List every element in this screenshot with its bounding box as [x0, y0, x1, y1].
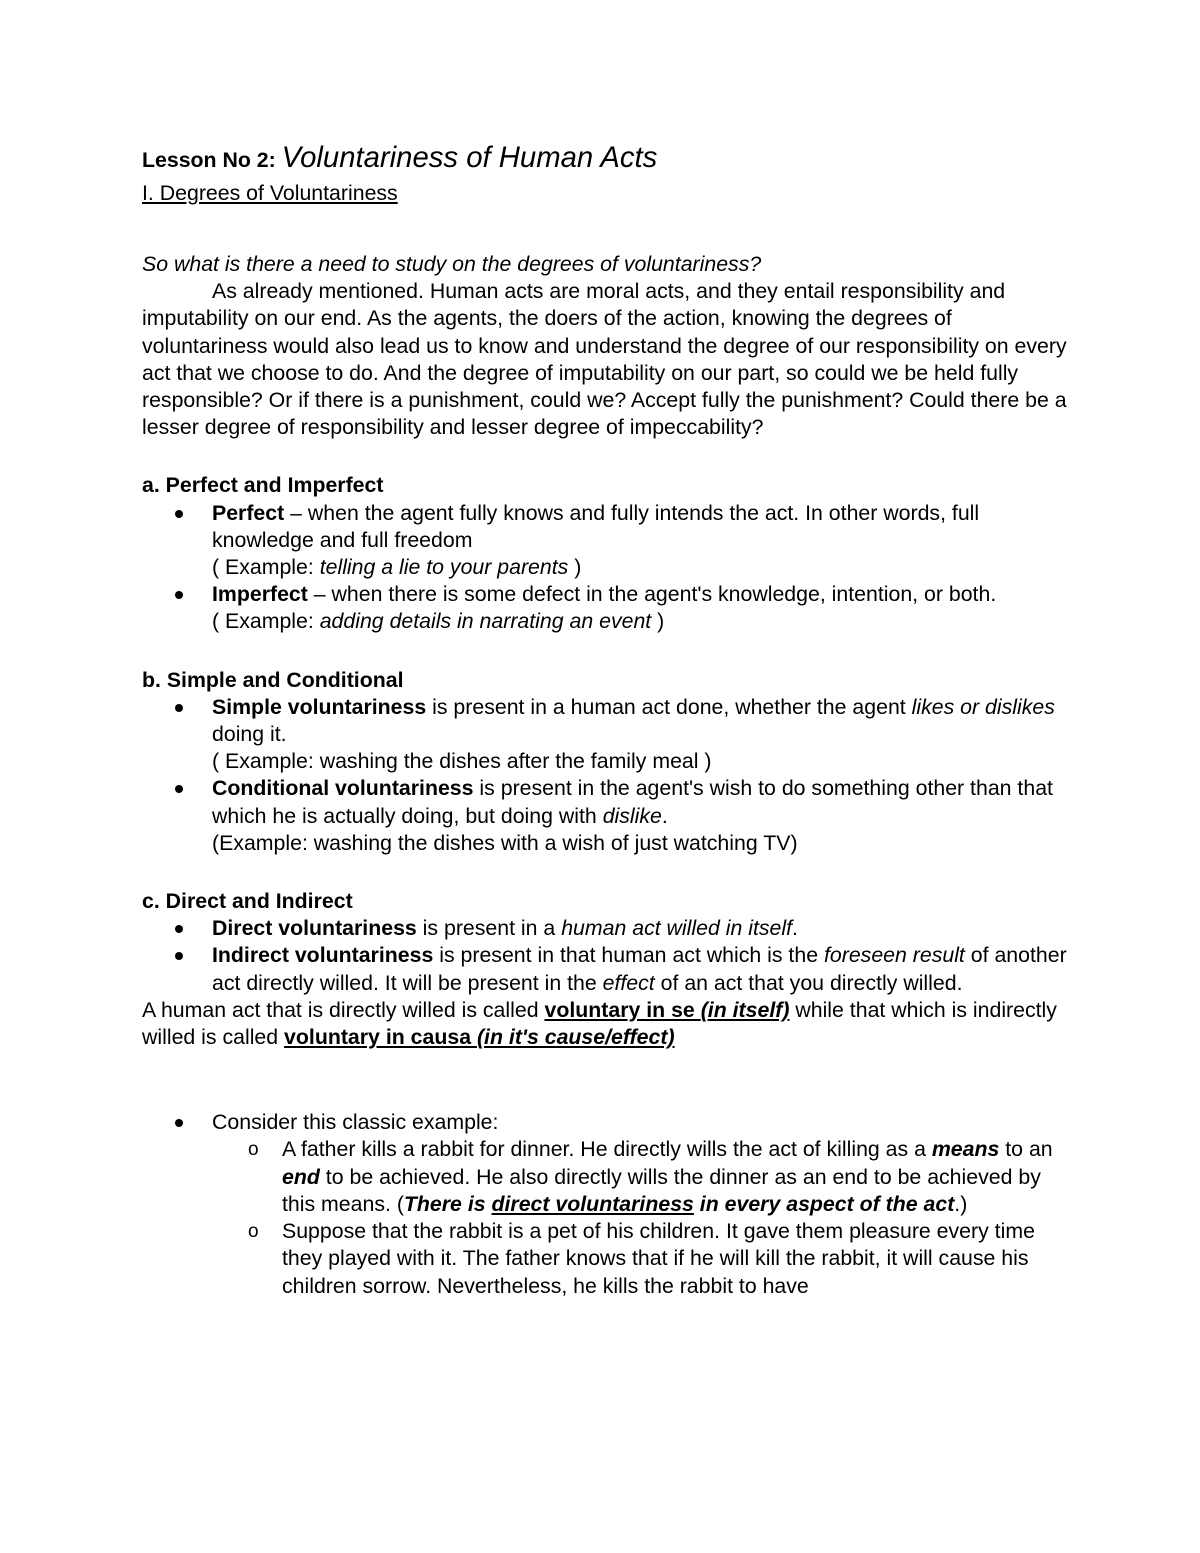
sublist-item-pet-rabbit [212, 1218, 1072, 1300]
term-end: end [282, 1164, 320, 1189]
direct-italic: human act willed in itself [561, 916, 793, 941]
example-imperfect: adding details in narrating an event [319, 609, 652, 634]
direct-text: is present in a [416, 916, 562, 941]
indirect-text-3: of an act that you directly willed. [654, 970, 963, 995]
term-means: means [931, 1137, 1000, 1162]
summary-text-2: while that which is indirectly willed is called [142, 997, 1057, 1050]
example-conditional: (Example: washing the dishes with a wish of just watching TV) [212, 830, 798, 855]
indirect-text: is present in that human act which is the [433, 943, 824, 968]
simple-italic: likes or dislikes [911, 694, 1055, 719]
father-bold-2: in every aspect of the act [693, 1191, 955, 1216]
document-page [142, 138, 1072, 1300]
direct-text-end: . [792, 916, 798, 941]
example-suffix: ) [651, 609, 665, 634]
definition-imperfect: – when there is some defect in the agent's knowledge, intention, or both. [307, 582, 997, 607]
example-list [142, 1109, 1072, 1299]
father-text-2: to an [999, 1137, 1053, 1162]
list-item-direct [142, 915, 1072, 942]
section-a-heading: a. Perfect and Imperfect [142, 473, 384, 498]
section-c-heading: c. Direct and Indirect [142, 889, 353, 914]
example-suffix: ) [568, 555, 582, 580]
summary-paragraph [142, 997, 1072, 1051]
term-in-itself: (in itself) [700, 997, 790, 1022]
section-b-heading: b. Simple and Conditional [142, 667, 404, 692]
term-direct-voluntariness: direct voluntariness [491, 1191, 694, 1216]
list-item-simple [142, 694, 1072, 776]
intro-paragraph: As already mentioned. Human acts are moral acts, and they entail responsibility and imputability on our end. As the agents, the doers of the action, knowing the degrees of voluntariness would also lead us to know and understand the degree of our responsibility on every act that we choose to do. And the degree of imputability on our part, so could we be held fully responsible? Or if there is a punishment, could we? Accept fully the punishment? Could there be a lesser degree of responsibility and lesser degree of impeccability? [142, 279, 1067, 440]
example-sublist [212, 1136, 1072, 1299]
example-perfect: telling a lie to your parents [319, 555, 569, 580]
term-conditional: Conditional voluntariness [212, 776, 474, 801]
summary-text-1: A human act that is directly willed is called [142, 997, 545, 1022]
list-item-indirect [142, 942, 1072, 996]
section-b-list [142, 694, 1072, 857]
simple-text-end: doing it. [212, 722, 287, 747]
pet-rabbit-text: Suppose that the rabbit is a pet of his children. It gave them pleasure every time they played with it. The father knows that if he will kill the rabbit, it will cause his children sorrow. Nevertheless, he kills the rabbit to have [282, 1219, 1035, 1298]
example-prefix: ( Example: [212, 609, 320, 634]
lesson-title-topic: Voluntariness of Human Acts [281, 141, 658, 174]
example-prefix: ( Example: [212, 555, 320, 580]
term-perfect: Perfect [212, 500, 285, 525]
section-heading: I. Degrees of Voluntariness [142, 181, 398, 205]
father-text-4: .) [954, 1191, 968, 1216]
guiding-question: So what is there a need to study on the degrees of voluntariness? [142, 252, 762, 276]
definition-perfect: – when the agent fully knows and fully intends the act. In other words, full knowledge and full freedom [212, 500, 980, 552]
father-bold-1: There is [403, 1191, 492, 1216]
term-voluntary-in-se: voluntary in se [544, 997, 701, 1022]
term-indirect: Indirect voluntariness [212, 943, 434, 968]
simple-text: is present in a human act done, whether the agent [426, 694, 912, 719]
section-c-list [142, 915, 1072, 997]
father-text-3: to be achieved. He also directly wills the dinner as an end to be achieved by this means. ( [282, 1164, 1041, 1216]
lesson-title [142, 138, 1072, 180]
term-voluntary-in-causa: voluntary in causa [284, 1025, 477, 1050]
sublist-item-father [212, 1136, 1072, 1218]
example-intro: Consider this classic example: [212, 1110, 499, 1135]
lesson-title-lead: Lesson No 2: [142, 148, 282, 172]
term-imperfect: Imperfect [212, 582, 308, 607]
father-text-1: A father kills a rabbit for dinner. He directly wills the act of killing as a [282, 1137, 932, 1162]
indirect-italic-1: foreseen result [823, 943, 965, 968]
list-item-conditional [142, 775, 1072, 857]
example-simple: ( Example: washing the dishes after the family meal ) [212, 749, 712, 774]
term-in-its-cause: (in it's cause/effect) [476, 1025, 675, 1050]
conditional-text: is present in the agent's wish to do something other than that which he is actually doing, but doing with [212, 776, 1053, 828]
indirect-text-2: of another act directly willed. It will be present in the [212, 943, 1067, 995]
conditional-text-end: . [661, 803, 668, 828]
conditional-italic: dislike [602, 803, 662, 828]
term-simple: Simple voluntariness [212, 694, 427, 719]
list-item-imperfect [142, 581, 1072, 635]
term-direct: Direct voluntariness [212, 916, 417, 941]
section-a-list [142, 500, 1072, 636]
list-item-example-intro [142, 1109, 1072, 1299]
indirect-italic-2: effect [602, 970, 655, 995]
list-item-perfect [142, 500, 1072, 582]
